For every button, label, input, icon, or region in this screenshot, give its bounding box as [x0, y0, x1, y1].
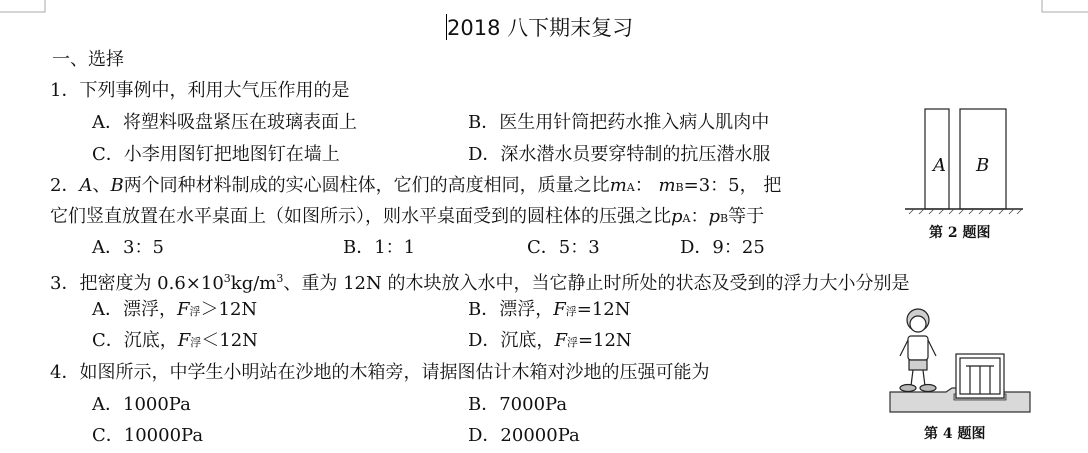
q3-a-pre: A．漂浮，	[92, 299, 177, 320]
q3-stem-part1: 3．把密度为 0.6×10	[50, 273, 224, 294]
q2-stem-line1	[50, 175, 781, 199]
q3-d-f: F	[554, 330, 567, 351]
q3-c-sub: 浮	[190, 336, 202, 349]
q2-psub-b: B	[720, 212, 729, 225]
q3-option-d	[468, 330, 632, 354]
q3-option-c	[92, 330, 258, 354]
figure-label-b: B	[976, 155, 990, 176]
q4-option-b: B．7000Pa	[468, 394, 568, 415]
q4-option-a: A．1000Pa	[92, 394, 191, 415]
q2-sub-a: A	[626, 181, 635, 194]
q3-exp1: 3	[223, 272, 231, 285]
q3-b-pre: B．漂浮，	[468, 299, 554, 320]
q2-option-c: C．5：3	[527, 237, 600, 258]
q2-mass-b: m	[658, 175, 676, 196]
q4-figure-caption: 第 4 题图	[924, 426, 986, 442]
q3-b-f: F	[553, 299, 566, 320]
q2-figure	[905, 105, 1025, 215]
q2-ratio: =3：5， 把	[683, 175, 782, 196]
q3-c-f: F	[177, 330, 191, 351]
section-heading: 一、选择	[52, 49, 124, 70]
q2-pressure-a: p	[671, 206, 683, 227]
q2-figure-caption: 第 2 题图	[929, 225, 991, 241]
q3-a-f: F	[177, 299, 190, 320]
q1-option-d: D．深水潜水员要穿特制的抗压潜水服	[468, 144, 771, 165]
q2-sep: 、	[92, 175, 111, 196]
figure-label-a: A	[933, 155, 946, 176]
q3-stem	[50, 268, 909, 295]
q3-stem-part3: 、重为 12N 的木块放入水中，当它静止时所处的状态及受到的浮力大小分别是	[283, 273, 910, 294]
q3-a-sub: 浮	[189, 305, 201, 318]
q4-figure	[888, 308, 1033, 418]
q2-option-b: B．1：1	[343, 237, 416, 258]
corner-mark-left	[0, 0, 50, 20]
q2-line2-text: 它们竖直放置在水平桌面上（如图所示），则水平桌面受到的圆柱体的压强之比	[50, 206, 671, 227]
q3-option-a	[92, 299, 257, 323]
q2-var-a: A	[79, 175, 93, 196]
q3-a-post: ＞12N	[200, 299, 258, 320]
q2-mass-a: m	[609, 175, 627, 196]
q2-psub-a: A	[682, 212, 691, 225]
q2-pcolon: ：	[690, 206, 709, 227]
q3-d-post: =12N	[577, 330, 632, 351]
q4-stem: 4．如图所示，中学生小明站在沙地的木箱旁，请据图估计木箱对沙地的压强可能为	[50, 362, 710, 383]
q3-exp2: 3	[276, 272, 284, 285]
q3-c-pre: C．沉底，	[92, 330, 178, 351]
q3-stem-part2: kg/m	[230, 273, 277, 294]
q2-option-a: A．3：5	[92, 237, 164, 258]
q2-number: 2．	[50, 175, 80, 196]
wooden-box	[956, 354, 1004, 398]
q3-b-post: =12N	[576, 299, 631, 320]
q2-sub-b: B	[675, 181, 684, 194]
q3-c-post: ＜12N	[201, 330, 258, 351]
q2-text: 两个同种材料制成的实心圆柱体，它们的高度相同，质量之比	[123, 175, 610, 196]
document-title: 2018 八下期末复习	[447, 16, 634, 40]
corner-mark-right	[1040, 0, 1088, 20]
q2-option-d: D．9：25	[680, 237, 765, 258]
q4-option-c: C．10000Pa	[92, 425, 204, 446]
q3-option-b	[468, 299, 630, 323]
q4-option-d: D．20000Pa	[468, 425, 580, 446]
q1-option-b: B．医生用针筒把药水推入病人肌肉中	[468, 112, 770, 133]
q3-b-sub: 浮	[565, 305, 577, 318]
boy-figure	[900, 309, 936, 392]
q3-d-pre: D．沉底，	[468, 330, 555, 351]
q1-option-c: C．小李用图钉把地图钉在墙上	[92, 144, 340, 165]
q2-var-b: B	[110, 175, 124, 196]
q3-d-sub: 浮	[566, 336, 578, 349]
q1-option-a: A．将塑料吸盘紧压在玻璃表面上	[92, 112, 357, 133]
q2-colon: ：	[634, 175, 653, 196]
q1-stem: 1．下列事例中，利用大气压作用的是	[50, 80, 350, 101]
q2-line2-end: 等于	[728, 206, 765, 227]
q2-stem-line2	[50, 206, 764, 230]
q2-pressure-b: p	[708, 206, 721, 227]
